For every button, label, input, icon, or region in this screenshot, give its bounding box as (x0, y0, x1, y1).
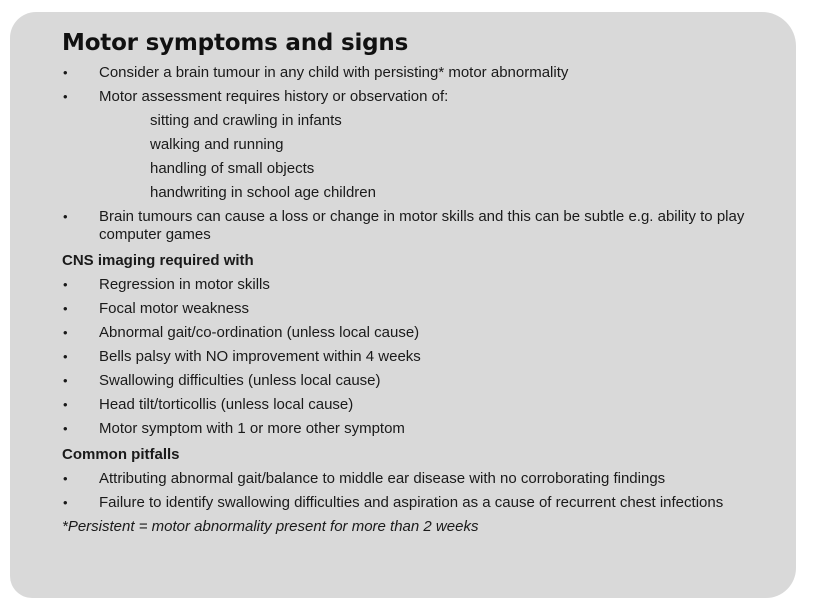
list-item (62, 276, 762, 294)
list-item-text: Head tilt/torticollis (unless local cause) (99, 396, 354, 413)
list-item-text: Focal motor weakness (99, 300, 250, 317)
imaging-heading: CNS imaging required with (62, 252, 254, 269)
footnote: *Persistent = motor abnormality present for more than 2 weeks (62, 518, 479, 535)
bullet-icon: • (63, 209, 68, 224)
list-item-text: Bells palsy with NO improvement within 4 weeks (99, 348, 421, 365)
list-item (62, 324, 762, 342)
list-item-text: Attributing abnormal gait/balance to middle ear disease with no corroborating findings (99, 470, 666, 487)
assessment-sublist (62, 112, 762, 202)
list-item-text: Motor assessment requires history or observation of: (99, 88, 449, 105)
list-item (62, 88, 762, 106)
list-item (62, 420, 762, 438)
bullet-icon: • (63, 277, 68, 292)
bullet-icon: • (63, 301, 68, 316)
card-title: Motor symptoms and signs (62, 30, 409, 56)
bullet-icon: • (63, 325, 68, 340)
bullet-icon: • (63, 421, 68, 436)
pitfalls-heading: Common pitfalls (62, 446, 180, 463)
bullet-icon: • (63, 65, 68, 80)
list-item-text: Swallowing difficulties (unless local cause) (99, 372, 381, 389)
list-item (62, 494, 762, 512)
sublist-item: handling of small objects (150, 160, 315, 177)
bullet-icon: • (63, 471, 68, 486)
list-item-text: Abnormal gait/co-ordination (unless local cause) (99, 324, 420, 341)
list-item (62, 300, 762, 318)
bullet-icon: • (63, 373, 68, 388)
bullet-icon: • (63, 89, 68, 104)
sublist-item: sitting and crawling in infants (150, 112, 342, 129)
intro-list-continued (62, 208, 762, 244)
list-item-text: Brain tumours can cause a loss or change in motor skills and this can be subtle e.g. ability to play computer games (99, 208, 745, 243)
list-item-text: Regression in motor skills (99, 276, 270, 293)
list-item (62, 470, 762, 488)
bullet-icon: • (63, 349, 68, 364)
list-item-text: Motor symptom with 1 or more other symptom (99, 420, 405, 437)
list-item (62, 348, 762, 366)
list-item-text: Consider a brain tumour in any child with persisting* motor abnormality (99, 64, 569, 81)
bullet-icon: • (63, 495, 68, 510)
list-item (62, 208, 762, 244)
imaging-list (62, 276, 762, 438)
info-card (10, 12, 796, 598)
list-item (62, 64, 762, 82)
list-item-text: Failure to identify swallowing difficulties and aspiration as a cause of recurrent chest infections (99, 494, 724, 511)
list-item (62, 372, 762, 390)
pitfalls-list (62, 470, 762, 512)
bullet-icon: • (63, 397, 68, 412)
sublist-item: walking and running (150, 136, 284, 153)
sublist-item: handwriting in school age children (150, 184, 376, 201)
card-content (62, 28, 762, 536)
list-item (62, 396, 762, 414)
intro-list (62, 64, 762, 106)
